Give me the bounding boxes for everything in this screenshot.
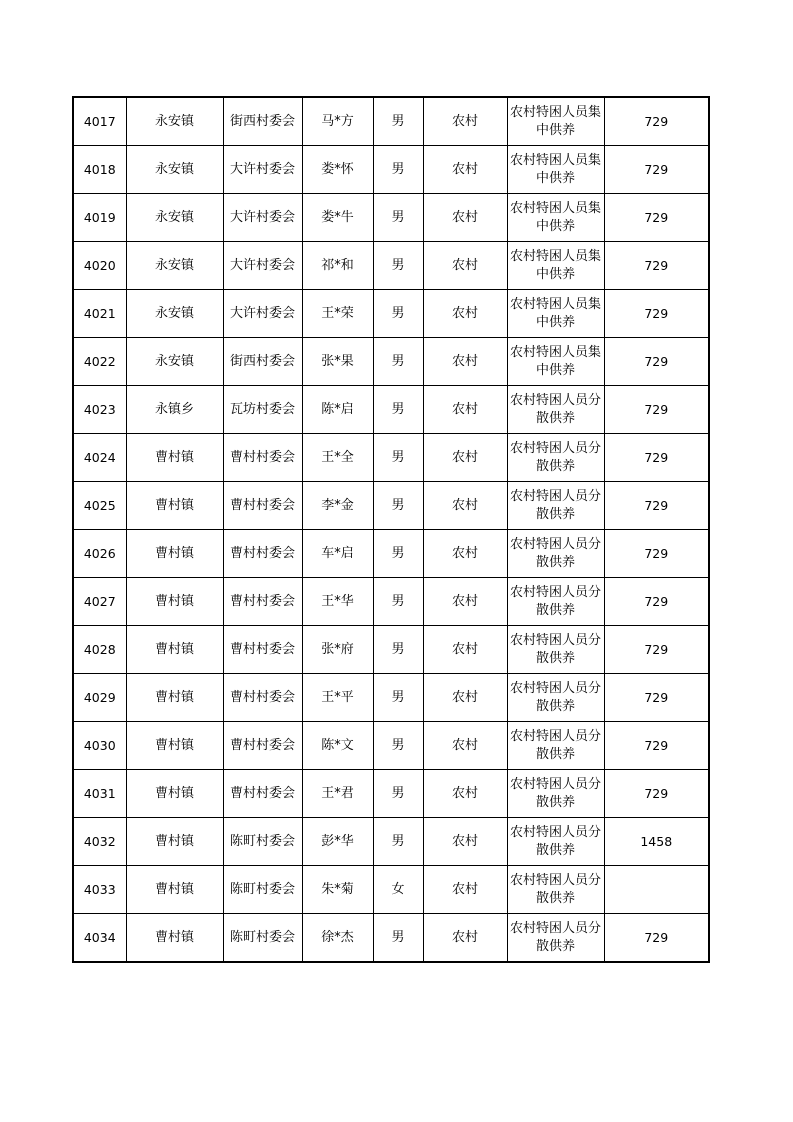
- village-committee-cell: 曹村村委会: [223, 530, 302, 578]
- town-cell: 永镇乡: [126, 386, 223, 434]
- support-category-cell: 农村特困人员分散供养: [507, 626, 604, 674]
- gender-cell: 男: [373, 482, 423, 530]
- town-cell: 永安镇: [126, 338, 223, 386]
- gender-cell: 男: [373, 770, 423, 818]
- person-name-cell: 娄*牛: [302, 194, 373, 242]
- record-id-cell: 4022: [73, 338, 126, 386]
- support-category-cell: 农村特困人员分散供养: [507, 530, 604, 578]
- amount-cell: 729: [604, 146, 709, 194]
- gender-cell: 男: [373, 338, 423, 386]
- support-category-cell: 农村特困人员集中供养: [507, 338, 604, 386]
- town-cell: 曹村镇: [126, 434, 223, 482]
- village-committee-cell: 瓦坊村委会: [223, 386, 302, 434]
- person-name-cell: 王*全: [302, 434, 373, 482]
- support-category-cell: 农村特困人员集中供养: [507, 194, 604, 242]
- amount-cell: 729: [604, 578, 709, 626]
- amount-cell: 729: [604, 386, 709, 434]
- village-committee-cell: 曹村村委会: [223, 674, 302, 722]
- town-cell: 曹村镇: [126, 578, 223, 626]
- person-name-cell: 陈*文: [302, 722, 373, 770]
- gender-cell: 男: [373, 578, 423, 626]
- person-name-cell: 彭*华: [302, 818, 373, 866]
- town-cell: 曹村镇: [126, 626, 223, 674]
- gender-cell: 男: [373, 626, 423, 674]
- gender-cell: 男: [373, 818, 423, 866]
- table-row: [73, 674, 709, 722]
- area-type-cell: 农村: [423, 722, 507, 770]
- person-name-cell: 王*君: [302, 770, 373, 818]
- area-type-cell: 农村: [423, 866, 507, 914]
- amount-cell: 729: [604, 770, 709, 818]
- table-row: [73, 386, 709, 434]
- amount-cell: 1458: [604, 818, 709, 866]
- gender-cell: 男: [373, 386, 423, 434]
- table-row: [73, 866, 709, 914]
- amount-cell: 729: [604, 338, 709, 386]
- town-cell: 曹村镇: [126, 530, 223, 578]
- record-id-cell: 4023: [73, 386, 126, 434]
- table-row: [73, 338, 709, 386]
- table-row: [73, 770, 709, 818]
- support-category-cell: 农村特困人员分散供养: [507, 770, 604, 818]
- person-name-cell: 娄*怀: [302, 146, 373, 194]
- person-name-cell: 祁*和: [302, 242, 373, 290]
- town-cell: 曹村镇: [126, 722, 223, 770]
- village-committee-cell: 陈町村委会: [223, 818, 302, 866]
- person-name-cell: 王*荣: [302, 290, 373, 338]
- village-committee-cell: 曹村村委会: [223, 770, 302, 818]
- area-type-cell: 农村: [423, 338, 507, 386]
- town-cell: 曹村镇: [126, 674, 223, 722]
- table-row: [73, 290, 709, 338]
- amount-cell: 729: [604, 674, 709, 722]
- town-cell: 曹村镇: [126, 914, 223, 963]
- person-name-cell: 车*启: [302, 530, 373, 578]
- village-committee-cell: 街西村委会: [223, 97, 302, 146]
- record-id-cell: 4031: [73, 770, 126, 818]
- area-type-cell: 农村: [423, 97, 507, 146]
- record-id-cell: 4021: [73, 290, 126, 338]
- town-cell: 永安镇: [126, 146, 223, 194]
- support-category-cell: 农村特困人员分散供养: [507, 386, 604, 434]
- gender-cell: 男: [373, 290, 423, 338]
- town-cell: 永安镇: [126, 194, 223, 242]
- support-category-cell: 农村特困人员集中供养: [507, 290, 604, 338]
- village-committee-cell: 陈町村委会: [223, 866, 302, 914]
- support-category-cell: 农村特困人员集中供养: [507, 146, 604, 194]
- table-row: [73, 242, 709, 290]
- town-cell: 曹村镇: [126, 770, 223, 818]
- record-id-cell: 4019: [73, 194, 126, 242]
- area-type-cell: 农村: [423, 434, 507, 482]
- records-table: [72, 96, 710, 963]
- person-name-cell: 陈*启: [302, 386, 373, 434]
- gender-cell: 女: [373, 866, 423, 914]
- support-category-cell: 农村特困人员分散供养: [507, 434, 604, 482]
- record-id-cell: 4027: [73, 578, 126, 626]
- town-cell: 永安镇: [126, 97, 223, 146]
- amount-cell: 729: [604, 97, 709, 146]
- village-committee-cell: 曹村村委会: [223, 434, 302, 482]
- support-category-cell: 农村特困人员分散供养: [507, 578, 604, 626]
- support-category-cell: 农村特困人员分散供养: [507, 818, 604, 866]
- village-committee-cell: 大许村委会: [223, 290, 302, 338]
- gender-cell: 男: [373, 146, 423, 194]
- village-committee-cell: 大许村委会: [223, 242, 302, 290]
- person-name-cell: 徐*杰: [302, 914, 373, 963]
- person-name-cell: 王*平: [302, 674, 373, 722]
- record-id-cell: 4025: [73, 482, 126, 530]
- amount-cell: 729: [604, 290, 709, 338]
- table-row: [73, 482, 709, 530]
- gender-cell: 男: [373, 674, 423, 722]
- support-category-cell: 农村特困人员分散供养: [507, 674, 604, 722]
- area-type-cell: 农村: [423, 482, 507, 530]
- gender-cell: 男: [373, 97, 423, 146]
- person-name-cell: 张*府: [302, 626, 373, 674]
- area-type-cell: 农村: [423, 242, 507, 290]
- amount-cell: 729: [604, 482, 709, 530]
- gender-cell: 男: [373, 530, 423, 578]
- village-committee-cell: 大许村委会: [223, 194, 302, 242]
- town-cell: 曹村镇: [126, 866, 223, 914]
- record-id-cell: 4034: [73, 914, 126, 963]
- gender-cell: 男: [373, 434, 423, 482]
- village-committee-cell: 曹村村委会: [223, 722, 302, 770]
- table-row: [73, 530, 709, 578]
- gender-cell: 男: [373, 722, 423, 770]
- town-cell: 永安镇: [126, 290, 223, 338]
- support-category-cell: 农村特困人员分散供养: [507, 914, 604, 963]
- support-category-cell: 农村特困人员集中供养: [507, 242, 604, 290]
- table-row: [73, 914, 709, 963]
- amount-cell: 729: [604, 242, 709, 290]
- table-row: [73, 578, 709, 626]
- record-id-cell: 4033: [73, 866, 126, 914]
- area-type-cell: 农村: [423, 818, 507, 866]
- support-category-cell: 农村特困人员分散供养: [507, 722, 604, 770]
- record-id-cell: 4017: [73, 97, 126, 146]
- town-cell: 曹村镇: [126, 818, 223, 866]
- area-type-cell: 农村: [423, 674, 507, 722]
- village-committee-cell: 街西村委会: [223, 338, 302, 386]
- area-type-cell: 农村: [423, 386, 507, 434]
- town-cell: 永安镇: [126, 242, 223, 290]
- village-committee-cell: 大许村委会: [223, 146, 302, 194]
- area-type-cell: 农村: [423, 290, 507, 338]
- area-type-cell: 农村: [423, 530, 507, 578]
- village-committee-cell: 曹村村委会: [223, 482, 302, 530]
- person-name-cell: 张*果: [302, 338, 373, 386]
- gender-cell: 男: [373, 242, 423, 290]
- support-category-cell: 农村特困人员分散供养: [507, 866, 604, 914]
- town-cell: 曹村镇: [126, 482, 223, 530]
- record-id-cell: 4024: [73, 434, 126, 482]
- record-id-cell: 4026: [73, 530, 126, 578]
- amount-cell: 729: [604, 914, 709, 963]
- person-name-cell: 李*金: [302, 482, 373, 530]
- amount-cell: 729: [604, 194, 709, 242]
- area-type-cell: 农村: [423, 914, 507, 963]
- records-table-body: [73, 97, 709, 962]
- village-committee-cell: 陈町村委会: [223, 914, 302, 963]
- table-row: [73, 818, 709, 866]
- area-type-cell: 农村: [423, 626, 507, 674]
- person-name-cell: 马*方: [302, 97, 373, 146]
- record-id-cell: 4020: [73, 242, 126, 290]
- table-row: [73, 722, 709, 770]
- area-type-cell: 农村: [423, 194, 507, 242]
- record-id-cell: 4032: [73, 818, 126, 866]
- record-id-cell: 4030: [73, 722, 126, 770]
- area-type-cell: 农村: [423, 578, 507, 626]
- person-name-cell: 朱*菊: [302, 866, 373, 914]
- amount-cell: [604, 866, 709, 914]
- table-row: [73, 97, 709, 146]
- support-category-cell: 农村特困人员集中供养: [507, 97, 604, 146]
- table-row: [73, 626, 709, 674]
- table-row: [73, 434, 709, 482]
- gender-cell: 男: [373, 194, 423, 242]
- record-id-cell: 4029: [73, 674, 126, 722]
- table-row: [73, 146, 709, 194]
- area-type-cell: 农村: [423, 770, 507, 818]
- record-id-cell: 4018: [73, 146, 126, 194]
- amount-cell: 729: [604, 530, 709, 578]
- village-committee-cell: 曹村村委会: [223, 578, 302, 626]
- amount-cell: 729: [604, 722, 709, 770]
- village-committee-cell: 曹村村委会: [223, 626, 302, 674]
- amount-cell: 729: [604, 434, 709, 482]
- gender-cell: 男: [373, 914, 423, 963]
- table-row: [73, 194, 709, 242]
- amount-cell: 729: [604, 626, 709, 674]
- support-category-cell: 农村特困人员分散供养: [507, 482, 604, 530]
- person-name-cell: 王*华: [302, 578, 373, 626]
- record-id-cell: 4028: [73, 626, 126, 674]
- area-type-cell: 农村: [423, 146, 507, 194]
